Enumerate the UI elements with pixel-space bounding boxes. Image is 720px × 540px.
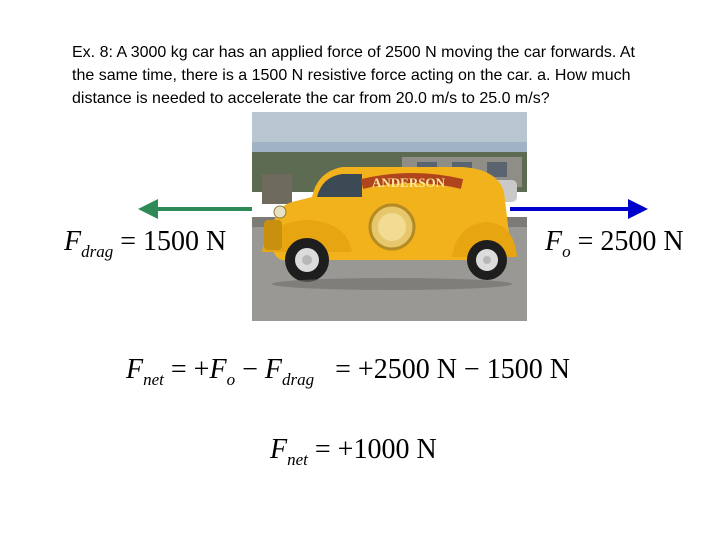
problem-statement: Ex. 8: A 3000 kg car has an applied force of 2500 N moving the car forwards. At the same time, there is a 1500 N resistive force acting on the car. a. How much distance is needed to accelerate the car from 20.0 m/s to 25.0 m/s? <box>72 44 635 107</box>
car-sign-text: ANDERSON <box>372 175 445 190</box>
net-force-equation: $F_{net} = +F_o - F_{drag} = +2500$ N − 1500 N <box>126 354 570 389</box>
drag-arrow <box>138 199 252 219</box>
applied-force-arrow <box>510 199 648 219</box>
net-force-result: $F_{net} = +1000$ N <box>270 434 437 469</box>
applied-force-equation: $F_o = 2500$ N <box>545 226 684 261</box>
drag-force-equation: $F_{drag} = 1500$ N <box>64 226 227 261</box>
